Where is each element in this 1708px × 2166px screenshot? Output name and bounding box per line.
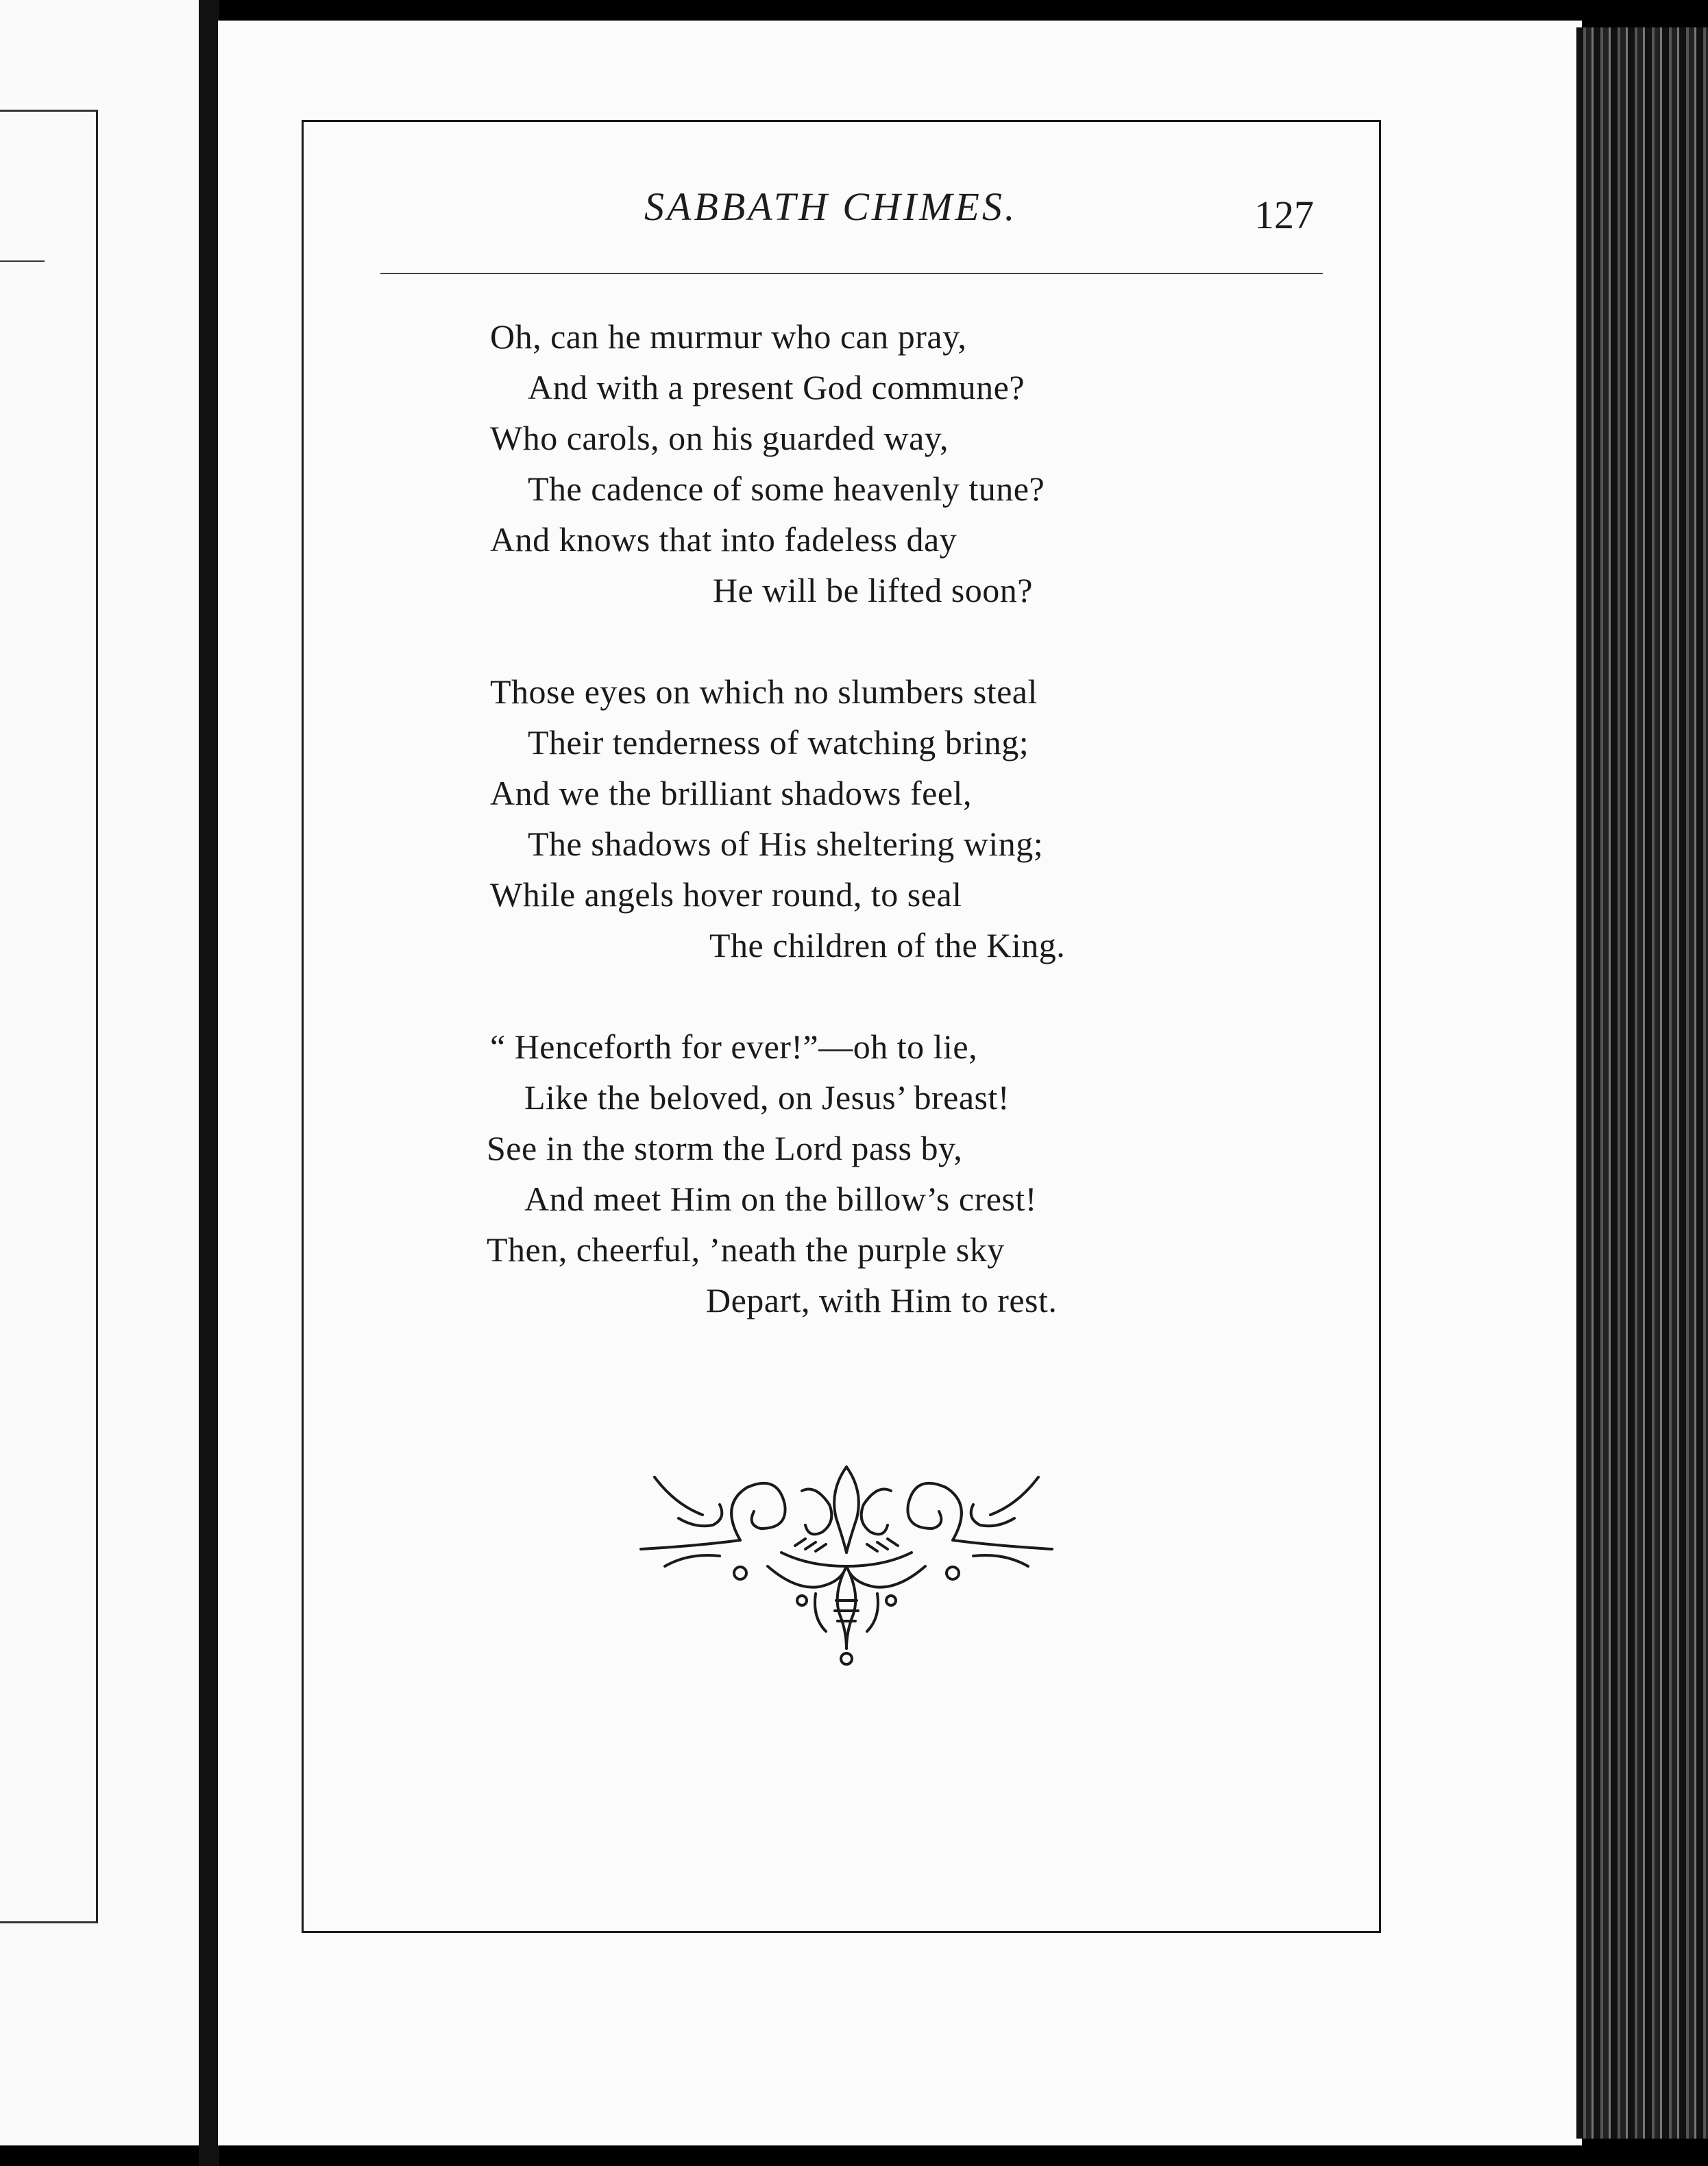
poem-line: He will be lifted soon?	[713, 571, 1033, 609]
poem-line: Depart, with Him to rest.	[706, 1281, 1058, 1319]
floral-tailpiece-ornament-icon	[637, 1463, 1056, 1669]
poem-line: And we the brilliant shadows feel,	[490, 774, 972, 812]
poem-line: Like the beloved, on Jesus’ breast!	[524, 1078, 1010, 1117]
poem-line: And meet Him on the billow’s crest!	[524, 1180, 1037, 1218]
poem-line: See in the storm the Lord pass by,	[487, 1129, 963, 1167]
poem-line: Those eyes on which no slumbers steal	[490, 672, 1038, 711]
poem-line: While angels hover round, to seal	[490, 875, 962, 914]
running-title: SABBATH CHIMES.	[644, 184, 1018, 229]
poem-line: Their tenderness of watching bring;	[528, 723, 1029, 762]
poem-line: Then, cheerful, ’neath the purple sky	[487, 1230, 1005, 1269]
poem-line: The shadows of His sheltering wing;	[528, 825, 1044, 863]
poem-line: And with a present God commune?	[528, 368, 1025, 406]
poem-line: The cadence of some heavenly tune?	[528, 470, 1045, 508]
poem-line: And knows that into fadeless day	[490, 520, 957, 559]
page-number: 127	[1254, 193, 1314, 237]
poem-line: The children of the King.	[709, 926, 1066, 964]
poem-line: Who carols, on his guarded way,	[490, 419, 949, 457]
poem-line: “ Henceforth for ever!”—oh to lie,	[490, 1027, 978, 1066]
poem-line: Oh, can he murmur who can pray,	[490, 317, 967, 356]
